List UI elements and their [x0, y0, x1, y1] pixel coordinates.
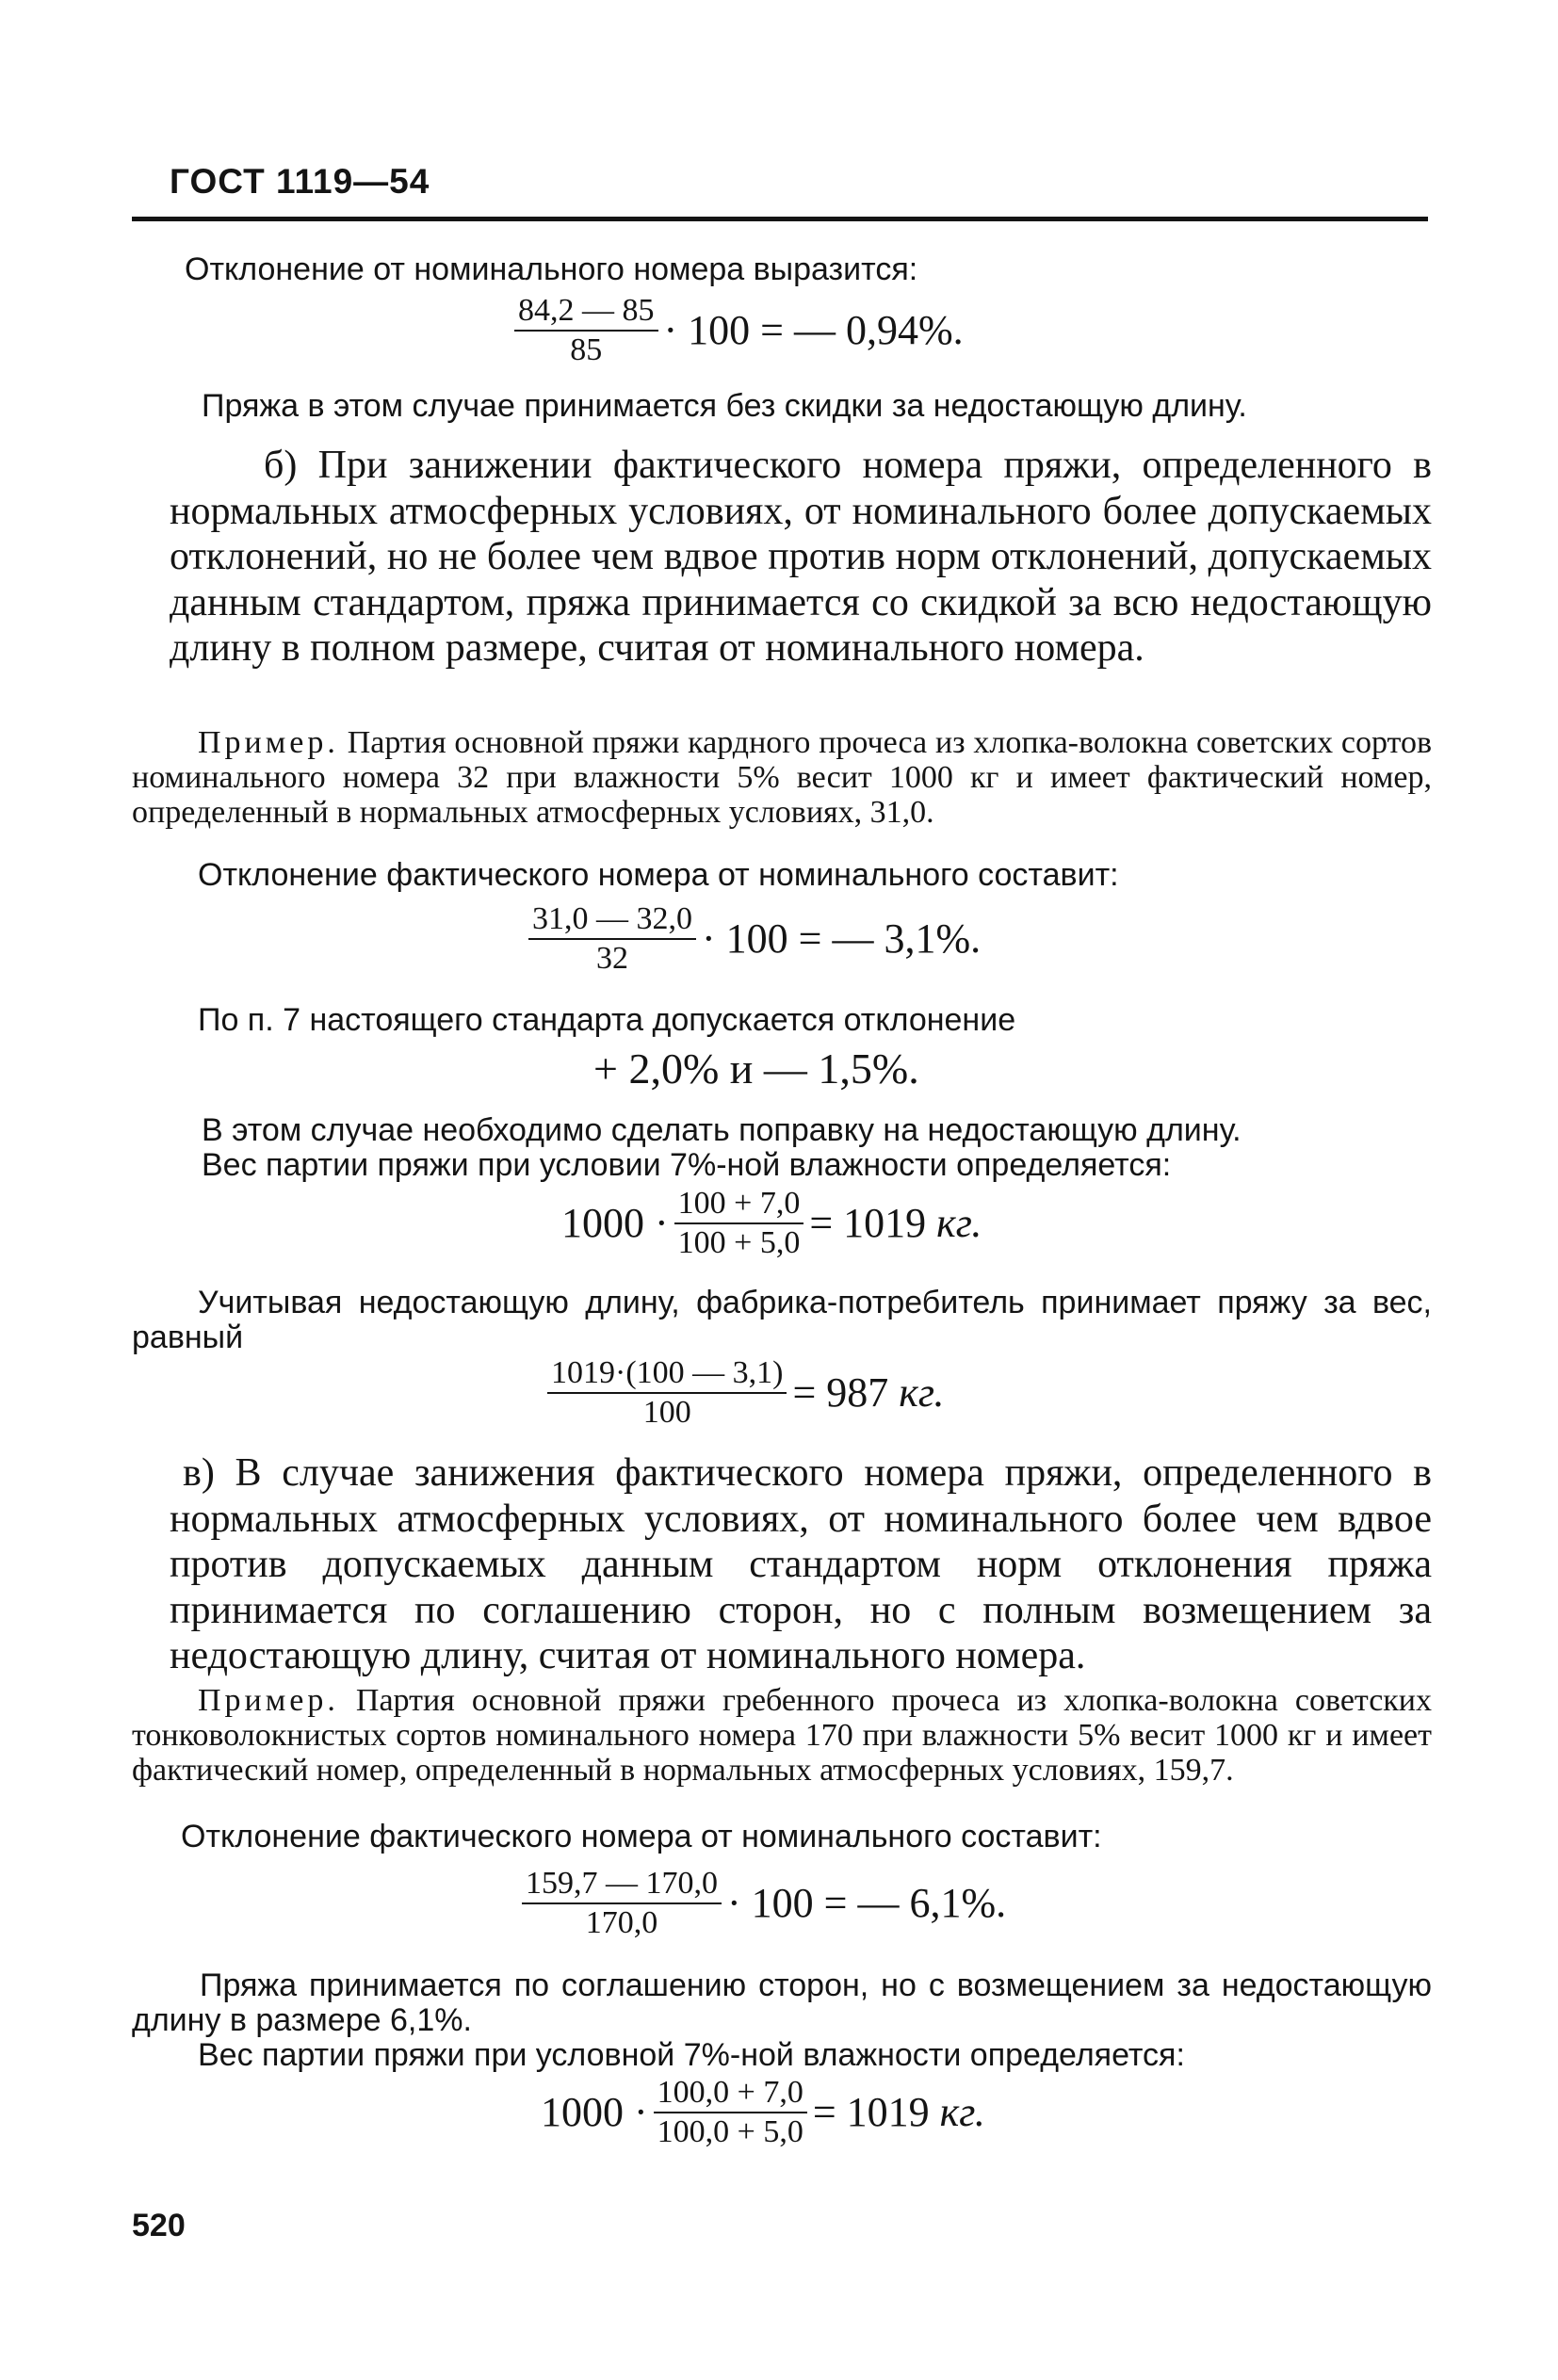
formula-result: · 100 = — 3,1%. — [702, 915, 982, 962]
formula-deviation-3 — [516, 1867, 1006, 1940]
fraction-denominator: 100 + 5,0 — [677, 1225, 801, 1260]
formula-result: = 987 — [792, 1369, 889, 1416]
fraction — [528, 902, 696, 976]
paragraph-agreement: Пряжа принимается по соглашению сторон, но с возмещением за недостающую длину в размере 6,1%. — [132, 1967, 1432, 2038]
paragraph-no-discount: Пряжа в этом случае принимается без скидки за недостающую длину. — [202, 388, 1247, 424]
paragraph-weight-2: Вес партии пряжи при условной 7%-ной влажности определяется: — [198, 2037, 1185, 2073]
fraction-numerator: 84,2 — 85 — [514, 294, 658, 332]
paragraph-weight-1: Вес партии пряжи при условии 7%-ной влажности определяется: — [202, 1147, 1172, 1183]
formula-weight-2 — [541, 2076, 985, 2149]
paragraph-accept-weight: Учитывая недостающую длину, фабрика-потребитель принимает пряжу за вес, равный — [132, 1285, 1432, 1355]
formula-unit: кг. — [899, 1369, 945, 1416]
formula-deviation-1 — [509, 294, 964, 367]
fraction-numerator: 100,0 + 7,0 — [654, 2076, 807, 2113]
fraction-denominator: 100,0 + 5,0 — [657, 2114, 803, 2149]
formula-prefix: 1000 · — [541, 2089, 648, 2135]
example-text: Партия основной пряжи гребенного прочеса из хлопка-волокна советских тонковолокнистых сортов номинального номера 170 при влажности 5% весит 1000 кг и имеет фактический номер, определенный в нормальных атмосферных условиях, 159,7. — [132, 1683, 1433, 1788]
fraction-denominator: 32 — [596, 941, 628, 976]
formula-prefix: 1000 · — [561, 1200, 669, 1246]
example-label: Пример. — [198, 725, 339, 760]
fraction-numerator: 159,7 — 170,0 — [522, 1867, 722, 1904]
fraction — [514, 294, 658, 367]
formula-result: · 100 = — 0,94%. — [663, 307, 964, 353]
paragraph-section-b: б) При занижении фактического номера пряжи, определенного в нормальных атмосферных условиях, от номинального более допускаемых отклонений, но не более чем вдвое против норм отклонений, допускаемых данным стандартом, пряжа принимается со скидкой за всю недостающую длину в полном размере, считая от номинального номера. — [170, 444, 1432, 670]
paragraph-deviation-intro: Отклонение от номинального номера выразится: — [185, 251, 918, 287]
formula-unit: кг. — [936, 1200, 982, 1246]
example-2 — [132, 1683, 1432, 1788]
fraction — [654, 2076, 807, 2149]
fraction-numerator: 1019·(100 — 3,1) — [547, 1356, 787, 1394]
fraction — [547, 1356, 787, 1430]
formula-weight-1 — [561, 1187, 982, 1260]
paragraph-deviation-2: Отклонение фактического номера от номинального составит: — [198, 857, 1119, 893]
page-number: 520 — [132, 2208, 186, 2243]
fraction-denominator: 85 — [570, 332, 603, 367]
paragraph-section-v: в) В случае занижения фактического номера пряжи, определенного в нормальных атмосферных условиях, от номинального более чем вдвое против допускаемых данным стандартом норм отклонения пряжа принимается по соглашению сторон, но с полным возмещением за недостающую длину, считая от номинального номера. — [170, 1451, 1432, 1677]
paragraph-deviation-3: Отклонение фактического номера от номинального составит: — [181, 1819, 1102, 1854]
formula-unit: кг. — [939, 2089, 985, 2135]
example-label: Пример. — [198, 1683, 339, 1718]
paragraph-correction: В этом случае необходимо сделать поправку на недостающую длину. — [202, 1112, 1242, 1148]
fraction-denominator: 170,0 — [585, 1905, 658, 1940]
fraction-numerator: 31,0 — 32,0 — [528, 902, 696, 940]
paragraph-clause-7: По п. 7 настоящего стандарта допускается отклонение — [198, 1002, 1016, 1038]
formula-result: · 100 = — 6,1%. — [727, 1880, 1007, 1926]
formula-result: = 1019 — [809, 1200, 927, 1246]
formula-tolerance: + 2,0% и — 1,5%. — [593, 1044, 919, 1093]
formula-result: = 1019 — [812, 2089, 930, 2135]
fraction-numerator: 100 + 7,0 — [674, 1187, 804, 1224]
header-rule — [132, 217, 1428, 221]
fraction — [522, 1867, 722, 1940]
fraction-denominator: 100 — [642, 1395, 691, 1430]
document-header: ГОСТ 1119—54 — [170, 162, 430, 201]
formula-deviation-2 — [523, 902, 981, 976]
formula-weight-accepted — [542, 1356, 944, 1430]
example-1 — [132, 725, 1432, 830]
fraction — [674, 1187, 804, 1260]
example-text: Партия основной пряжи кардного прочеса из хлопка-волокна советских сортов номинального номера 32 при влажности 5% весит 1000 кг и имеет фактический номер, определенный в нормальных атмосферных условиях, 31,0. — [132, 725, 1433, 830]
